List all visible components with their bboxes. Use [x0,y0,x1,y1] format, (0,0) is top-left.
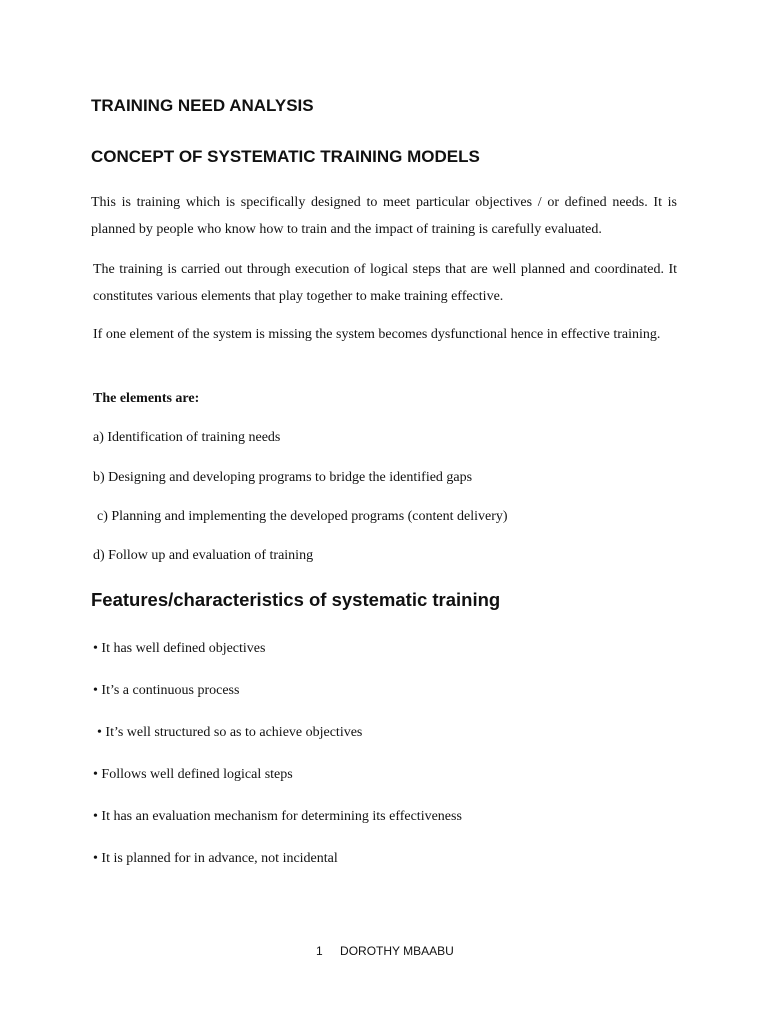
element-item: b) Designing and developing programs to bridge the identified gaps [93,470,473,485]
paragraph-missing-element: If one element of the system is missing the system becomes dysfunctional hence in effective training. [93,327,661,342]
element-item: d) Follow up and evaluation of training [93,548,314,563]
paragraph-logical-steps: The training is carried out through execution of logical steps that are well planned and coordinated. It constitutes various elements that play together to make training effective. [93,262,677,304]
feature-item: • It is planned for in advance, not incidental [93,851,338,866]
section-heading-features: Features/characteristics of systematic training [91,589,501,610]
elements-heading: The elements are: [93,391,200,406]
footer-author: DOROTHY MBAABU [340,944,454,958]
feature-item: • It’s a continuous process [93,683,240,698]
document-title: TRAINING NEED ANALYSIS [91,96,314,115]
section-heading-concept: CONCEPT OF SYSTEMATIC TRAINING MODELS [91,147,480,166]
feature-item: • Follows well defined logical steps [93,767,293,782]
page-footer [316,944,454,958]
feature-item: • It’s well structured so as to achieve objectives [97,725,363,740]
page-number: 1 [316,944,323,958]
element-item: a) Identification of training needs [93,430,281,445]
feature-item: • It has an evaluation mechanism for determining its effectiveness [93,809,462,824]
feature-item: • It has well defined objectives [93,641,266,656]
element-item: c) Planning and implementing the developed programs (content delivery) [97,509,508,524]
paragraph-definition: This is training which is specifically designed to meet particular objectives / or defined needs. It is planned by people who know how to train and the impact of training is carefully evaluated. [91,195,677,237]
